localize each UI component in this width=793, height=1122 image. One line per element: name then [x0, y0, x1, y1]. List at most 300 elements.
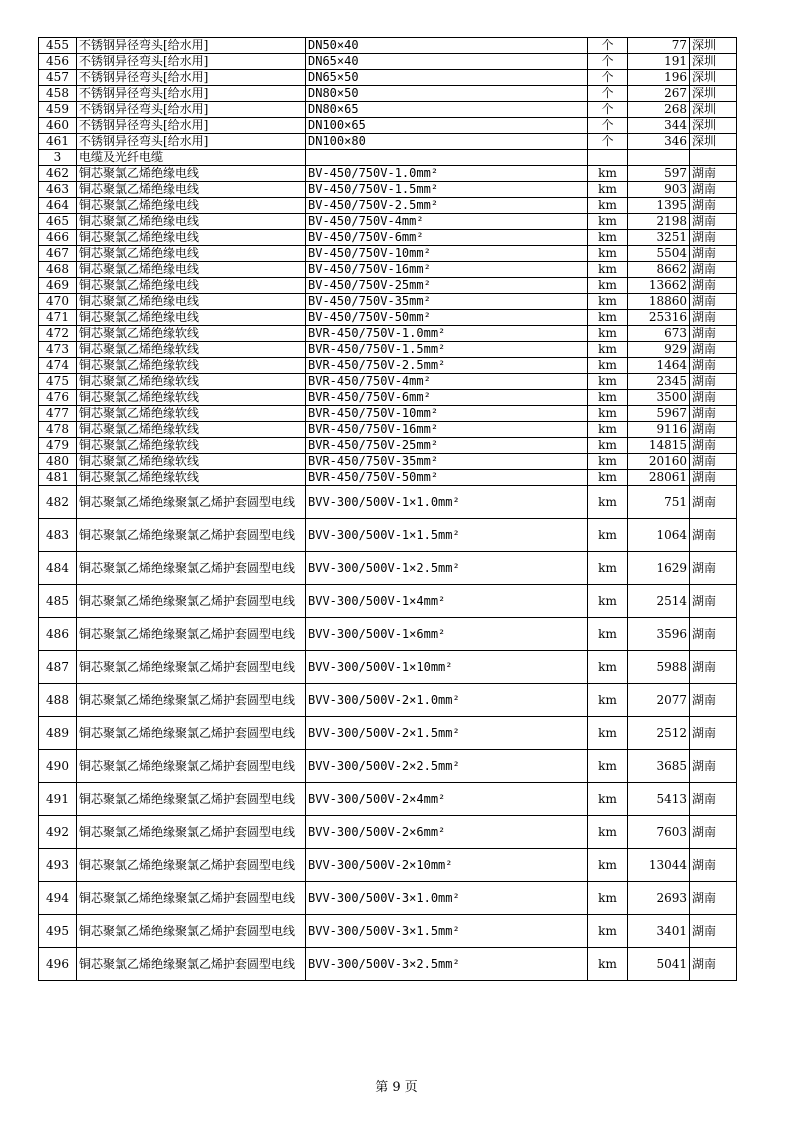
item-region: 湖南 — [690, 552, 737, 585]
item-region: 湖南 — [690, 651, 737, 684]
item-unit: km — [588, 422, 628, 438]
row-number: 483 — [39, 519, 77, 552]
page-number: 第 9 页 — [375, 1080, 418, 1095]
row-number: 490 — [39, 750, 77, 783]
price-table-body — [39, 38, 737, 981]
item-region: 湖南 — [690, 406, 737, 422]
item-unit: km — [588, 262, 628, 278]
item-region: 湖南 — [690, 783, 737, 816]
item-name: 不锈钢异径弯头[给水用] — [77, 118, 306, 134]
item-price: 9116 — [628, 422, 690, 438]
table-row — [39, 262, 737, 278]
row-number: 486 — [39, 618, 77, 651]
item-region: 湖南 — [690, 326, 737, 342]
item-name: 铜芯聚氯乙烯绝缘聚氯乙烯护套圆型电线 — [77, 750, 306, 783]
item-region: 湖南 — [690, 342, 737, 358]
item-spec: BVR-450/750V-6mm² — [306, 390, 588, 406]
row-number: 482 — [39, 486, 77, 519]
item-price: 191 — [628, 54, 690, 70]
item-price: 7603 — [628, 816, 690, 849]
item-unit: km — [588, 882, 628, 915]
item-unit: km — [588, 454, 628, 470]
item-price: 267 — [628, 86, 690, 102]
row-number: 465 — [39, 214, 77, 230]
item-unit: km — [588, 948, 628, 981]
item-price: 903 — [628, 182, 690, 198]
item-price: 28061 — [628, 470, 690, 486]
row-number: 473 — [39, 342, 77, 358]
table-row — [39, 438, 737, 454]
table-row — [39, 326, 737, 342]
item-unit: km — [588, 519, 628, 552]
table-row — [39, 651, 737, 684]
item-name: 铜芯聚氯乙烯绝缘聚氯乙烯护套圆型电线 — [77, 486, 306, 519]
item-unit: km — [588, 246, 628, 262]
item-region: 湖南 — [690, 310, 737, 326]
item-spec: BVV-300/500V-1×4mm² — [306, 585, 588, 618]
item-region: 湖南 — [690, 618, 737, 651]
table-row — [39, 486, 737, 519]
item-region: 湖南 — [690, 230, 737, 246]
item-region: 湖南 — [690, 585, 737, 618]
row-number: 458 — [39, 86, 77, 102]
item-spec — [306, 150, 588, 166]
item-price: 2077 — [628, 684, 690, 717]
item-price: 597 — [628, 166, 690, 182]
item-price: 5967 — [628, 406, 690, 422]
item-region: 深圳 — [690, 134, 737, 150]
row-number: 466 — [39, 230, 77, 246]
item-unit: km — [588, 310, 628, 326]
item-spec: BV-450/750V-25mm² — [306, 278, 588, 294]
item-spec: DN80×65 — [306, 102, 588, 118]
item-region: 湖南 — [690, 454, 737, 470]
item-price: 5413 — [628, 783, 690, 816]
row-number: 472 — [39, 326, 77, 342]
item-spec: DN100×80 — [306, 134, 588, 150]
item-name: 铜芯聚氯乙烯绝缘聚氯乙烯护套圆型电线 — [77, 816, 306, 849]
item-spec: BVV-300/500V-1×1.0mm² — [306, 486, 588, 519]
table-row — [39, 150, 737, 166]
item-price: 196 — [628, 70, 690, 86]
row-number: 493 — [39, 849, 77, 882]
item-name: 铜芯聚氯乙烯绝缘电线 — [77, 294, 306, 310]
item-name: 铜芯聚氯乙烯绝缘软线 — [77, 358, 306, 374]
item-name: 铜芯聚氯乙烯绝缘软线 — [77, 374, 306, 390]
item-price: 3596 — [628, 618, 690, 651]
row-number: 476 — [39, 390, 77, 406]
item-region: 湖南 — [690, 358, 737, 374]
item-spec: BV-450/750V-1.5mm² — [306, 182, 588, 198]
item-region: 湖南 — [690, 470, 737, 486]
item-unit: km — [588, 684, 628, 717]
item-name: 铜芯聚氯乙烯绝缘软线 — [77, 390, 306, 406]
item-price: 1064 — [628, 519, 690, 552]
table-row — [39, 750, 737, 783]
table-row — [39, 717, 737, 750]
item-price: 3500 — [628, 390, 690, 406]
item-name: 铜芯聚氯乙烯绝缘聚氯乙烯护套圆型电线 — [77, 948, 306, 981]
item-region: 湖南 — [690, 374, 737, 390]
item-spec: BVR-450/750V-25mm² — [306, 438, 588, 454]
item-spec: DN50×40 — [306, 38, 588, 54]
item-price: 8662 — [628, 262, 690, 278]
item-unit: km — [588, 374, 628, 390]
item-spec: BVV-300/500V-1×6mm² — [306, 618, 588, 651]
row-number: 457 — [39, 70, 77, 86]
item-unit: 个 — [588, 118, 628, 134]
item-unit: km — [588, 406, 628, 422]
item-region: 湖南 — [690, 294, 737, 310]
item-region: 湖南 — [690, 486, 737, 519]
item-name: 铜芯聚氯乙烯绝缘聚氯乙烯护套圆型电线 — [77, 915, 306, 948]
item-name: 铜芯聚氯乙烯绝缘电线 — [77, 278, 306, 294]
row-number: 491 — [39, 783, 77, 816]
row-number: 488 — [39, 684, 77, 717]
item-price: 673 — [628, 326, 690, 342]
table-row — [39, 310, 737, 326]
table-row — [39, 198, 737, 214]
item-name: 铜芯聚氯乙烯绝缘聚氯乙烯护套圆型电线 — [77, 882, 306, 915]
item-price: 5988 — [628, 651, 690, 684]
item-spec: BV-450/750V-10mm² — [306, 246, 588, 262]
item-price: 1395 — [628, 198, 690, 214]
item-region: 湖南 — [690, 166, 737, 182]
row-number: 494 — [39, 882, 77, 915]
item-unit: km — [588, 326, 628, 342]
item-unit: km — [588, 618, 628, 651]
row-number: 459 — [39, 102, 77, 118]
item-name: 电缆及光纤电缆 — [77, 150, 306, 166]
table-row — [39, 278, 737, 294]
table-row — [39, 783, 737, 816]
item-region: 湖南 — [690, 214, 737, 230]
item-spec: BV-450/750V-16mm² — [306, 262, 588, 278]
item-unit: km — [588, 230, 628, 246]
table-row — [39, 915, 737, 948]
table-row — [39, 38, 737, 54]
item-name: 铜芯聚氯乙烯绝缘聚氯乙烯护套圆型电线 — [77, 783, 306, 816]
row-number: 496 — [39, 948, 77, 981]
item-price: 2198 — [628, 214, 690, 230]
row-number: 495 — [39, 915, 77, 948]
item-region: 深圳 — [690, 102, 737, 118]
item-unit: km — [588, 717, 628, 750]
item-unit: km — [588, 651, 628, 684]
item-spec: BVV-300/500V-2×1.5mm² — [306, 717, 588, 750]
table-row — [39, 454, 737, 470]
row-number: 478 — [39, 422, 77, 438]
table-row — [39, 684, 737, 717]
item-unit: km — [588, 783, 628, 816]
table-row — [39, 246, 737, 262]
table-row — [39, 374, 737, 390]
table-row — [39, 342, 737, 358]
table-row — [39, 816, 737, 849]
row-number: 474 — [39, 358, 77, 374]
item-spec: BVV-300/500V-1×2.5mm² — [306, 552, 588, 585]
table-row — [39, 166, 737, 182]
table-row — [39, 948, 737, 981]
item-region: 湖南 — [690, 882, 737, 915]
row-number: 475 — [39, 374, 77, 390]
row-number: 462 — [39, 166, 77, 182]
item-name: 铜芯聚氯乙烯绝缘软线 — [77, 326, 306, 342]
item-unit: km — [588, 438, 628, 454]
item-spec: BVV-300/500V-2×2.5mm² — [306, 750, 588, 783]
row-number: 471 — [39, 310, 77, 326]
item-name: 铜芯聚氯乙烯绝缘聚氯乙烯护套圆型电线 — [77, 618, 306, 651]
item-spec: BV-450/750V-4mm² — [306, 214, 588, 230]
item-price: 20160 — [628, 454, 690, 470]
item-region: 湖南 — [690, 519, 737, 552]
item-spec: BVV-300/500V-2×1.0mm² — [306, 684, 588, 717]
item-price: 2512 — [628, 717, 690, 750]
table-row — [39, 358, 737, 374]
item-region: 湖南 — [690, 684, 737, 717]
row-number: 467 — [39, 246, 77, 262]
item-spec: BVR-450/750V-1.5mm² — [306, 342, 588, 358]
item-region: 湖南 — [690, 438, 737, 454]
item-region: 深圳 — [690, 70, 737, 86]
item-spec: BV-450/750V-6mm² — [306, 230, 588, 246]
item-spec: BVR-450/750V-10mm² — [306, 406, 588, 422]
item-price: 3685 — [628, 750, 690, 783]
item-region: 湖南 — [690, 278, 737, 294]
item-name: 铜芯聚氯乙烯绝缘聚氯乙烯护套圆型电线 — [77, 849, 306, 882]
table-row — [39, 585, 737, 618]
item-unit: km — [588, 390, 628, 406]
item-region: 湖南 — [690, 422, 737, 438]
table-row — [39, 54, 737, 70]
table-row — [39, 470, 737, 486]
item-price: 3401 — [628, 915, 690, 948]
item-spec: DN100×65 — [306, 118, 588, 134]
item-name: 铜芯聚氯乙烯绝缘电线 — [77, 214, 306, 230]
item-name: 不锈钢异径弯头[给水用] — [77, 54, 306, 70]
item-spec: BVR-450/750V-16mm² — [306, 422, 588, 438]
table-row — [39, 230, 737, 246]
item-name: 铜芯聚氯乙烯绝缘聚氯乙烯护套圆型电线 — [77, 552, 306, 585]
table-row — [39, 182, 737, 198]
item-price: 5504 — [628, 246, 690, 262]
item-name: 铜芯聚氯乙烯绝缘聚氯乙烯护套圆型电线 — [77, 684, 306, 717]
item-price: 2693 — [628, 882, 690, 915]
item-spec: BVR-450/750V-2.5mm² — [306, 358, 588, 374]
table-row — [39, 390, 737, 406]
item-spec: BV-450/750V-50mm² — [306, 310, 588, 326]
item-unit: 个 — [588, 86, 628, 102]
item-unit: km — [588, 294, 628, 310]
item-unit: km — [588, 470, 628, 486]
item-unit: km — [588, 585, 628, 618]
item-price: 1629 — [628, 552, 690, 585]
item-unit — [588, 150, 628, 166]
item-name: 铜芯聚氯乙烯绝缘软线 — [77, 406, 306, 422]
item-region: 深圳 — [690, 54, 737, 70]
table-row — [39, 86, 737, 102]
row-number: 477 — [39, 406, 77, 422]
item-spec: BVR-450/750V-1.0mm² — [306, 326, 588, 342]
item-spec: DN65×40 — [306, 54, 588, 70]
item-region: 深圳 — [690, 38, 737, 54]
item-price: 2514 — [628, 585, 690, 618]
item-unit: km — [588, 486, 628, 519]
item-region: 湖南 — [690, 915, 737, 948]
item-unit: km — [588, 849, 628, 882]
item-price: 18860 — [628, 294, 690, 310]
row-number: 479 — [39, 438, 77, 454]
item-name: 铜芯聚氯乙烯绝缘软线 — [77, 342, 306, 358]
item-name: 铜芯聚氯乙烯绝缘聚氯乙烯护套圆型电线 — [77, 651, 306, 684]
item-region: 湖南 — [690, 750, 737, 783]
table-row — [39, 134, 737, 150]
item-unit: 个 — [588, 70, 628, 86]
item-price: 77 — [628, 38, 690, 54]
item-region: 深圳 — [690, 86, 737, 102]
item-region: 湖南 — [690, 948, 737, 981]
item-region: 湖南 — [690, 198, 737, 214]
item-price: 3251 — [628, 230, 690, 246]
item-unit: km — [588, 342, 628, 358]
item-name: 铜芯聚氯乙烯绝缘电线 — [77, 262, 306, 278]
item-unit: km — [588, 750, 628, 783]
item-region: 湖南 — [690, 816, 737, 849]
row-number: 470 — [39, 294, 77, 310]
item-unit: km — [588, 915, 628, 948]
table-row — [39, 70, 737, 86]
item-spec: DN80×50 — [306, 86, 588, 102]
row-number: 480 — [39, 454, 77, 470]
item-price: 25316 — [628, 310, 690, 326]
item-unit: km — [588, 552, 628, 585]
table-row — [39, 406, 737, 422]
row-number: 484 — [39, 552, 77, 585]
row-number: 456 — [39, 54, 77, 70]
row-number: 460 — [39, 118, 77, 134]
table-row — [39, 214, 737, 230]
item-name: 铜芯聚氯乙烯绝缘软线 — [77, 422, 306, 438]
item-region: 湖南 — [690, 717, 737, 750]
item-spec: BVV-300/500V-3×1.0mm² — [306, 882, 588, 915]
item-price: 1464 — [628, 358, 690, 374]
item-unit: km — [588, 816, 628, 849]
item-spec: BV-450/750V-35mm² — [306, 294, 588, 310]
table-row — [39, 118, 737, 134]
item-price: 13044 — [628, 849, 690, 882]
item-price: 2345 — [628, 374, 690, 390]
item-unit: km — [588, 278, 628, 294]
item-spec: BVR-450/750V-50mm² — [306, 470, 588, 486]
item-region: 湖南 — [690, 390, 737, 406]
row-number: 464 — [39, 198, 77, 214]
row-number: 468 — [39, 262, 77, 278]
item-name: 铜芯聚氯乙烯绝缘软线 — [77, 454, 306, 470]
item-name: 铜芯聚氯乙烯绝缘电线 — [77, 246, 306, 262]
item-region — [690, 150, 737, 166]
item-unit: km — [588, 358, 628, 374]
row-number: 461 — [39, 134, 77, 150]
item-name: 铜芯聚氯乙烯绝缘聚氯乙烯护套圆型电线 — [77, 585, 306, 618]
item-name: 铜芯聚氯乙烯绝缘电线 — [77, 198, 306, 214]
item-name: 铜芯聚氯乙烯绝缘软线 — [77, 438, 306, 454]
item-name: 铜芯聚氯乙烯绝缘电线 — [77, 166, 306, 182]
item-region: 深圳 — [690, 118, 737, 134]
item-unit: 个 — [588, 134, 628, 150]
item-unit: km — [588, 166, 628, 182]
item-spec: BVR-450/750V-35mm² — [306, 454, 588, 470]
item-price: 268 — [628, 102, 690, 118]
item-spec: BVV-300/500V-1×10mm² — [306, 651, 588, 684]
item-region: 湖南 — [690, 246, 737, 262]
item-name: 铜芯聚氯乙烯绝缘聚氯乙烯护套圆型电线 — [77, 717, 306, 750]
table-row — [39, 422, 737, 438]
row-number: 481 — [39, 470, 77, 486]
item-region: 湖南 — [690, 262, 737, 278]
table-row — [39, 882, 737, 915]
item-price: 929 — [628, 342, 690, 358]
item-spec: BVV-300/500V-3×2.5mm² — [306, 948, 588, 981]
item-name: 不锈钢异径弯头[给水用] — [77, 70, 306, 86]
item-name: 铜芯聚氯乙烯绝缘电线 — [77, 310, 306, 326]
table-row — [39, 519, 737, 552]
row-number: 489 — [39, 717, 77, 750]
row-number: 455 — [39, 38, 77, 54]
price-table — [38, 37, 737, 981]
item-spec: DN65×50 — [306, 70, 588, 86]
item-spec: BVV-300/500V-2×6mm² — [306, 816, 588, 849]
table-row — [39, 102, 737, 118]
item-spec: BVV-300/500V-2×4mm² — [306, 783, 588, 816]
item-region: 湖南 — [690, 849, 737, 882]
item-name: 不锈钢异径弯头[给水用] — [77, 134, 306, 150]
row-number: 487 — [39, 651, 77, 684]
item-spec: BVV-300/500V-2×10mm² — [306, 849, 588, 882]
item-unit: km — [588, 198, 628, 214]
item-price: 5041 — [628, 948, 690, 981]
item-region: 湖南 — [690, 182, 737, 198]
table-row — [39, 849, 737, 882]
item-name: 不锈钢异径弯头[给水用] — [77, 38, 306, 54]
item-name: 不锈钢异径弯头[给水用] — [77, 86, 306, 102]
item-spec: BVV-300/500V-3×1.5mm² — [306, 915, 588, 948]
item-name: 铜芯聚氯乙烯绝缘电线 — [77, 182, 306, 198]
item-spec: BV-450/750V-2.5mm² — [306, 198, 588, 214]
row-number: 485 — [39, 585, 77, 618]
item-price — [628, 150, 690, 166]
item-unit: 个 — [588, 38, 628, 54]
item-price: 751 — [628, 486, 690, 519]
item-name: 铜芯聚氯乙烯绝缘聚氯乙烯护套圆型电线 — [77, 519, 306, 552]
item-unit: km — [588, 214, 628, 230]
item-price: 346 — [628, 134, 690, 150]
row-number: 469 — [39, 278, 77, 294]
table-row — [39, 618, 737, 651]
item-spec: BVR-450/750V-4mm² — [306, 374, 588, 390]
item-unit: km — [588, 182, 628, 198]
table-row — [39, 294, 737, 310]
row-number: 463 — [39, 182, 77, 198]
table-row — [39, 552, 737, 585]
item-unit: 个 — [588, 102, 628, 118]
item-unit: 个 — [588, 54, 628, 70]
item-price: 14815 — [628, 438, 690, 454]
item-price: 13662 — [628, 278, 690, 294]
row-number: 492 — [39, 816, 77, 849]
item-spec: BV-450/750V-1.0mm² — [306, 166, 588, 182]
item-name: 不锈钢异径弯头[给水用] — [77, 102, 306, 118]
item-price: 344 — [628, 118, 690, 134]
